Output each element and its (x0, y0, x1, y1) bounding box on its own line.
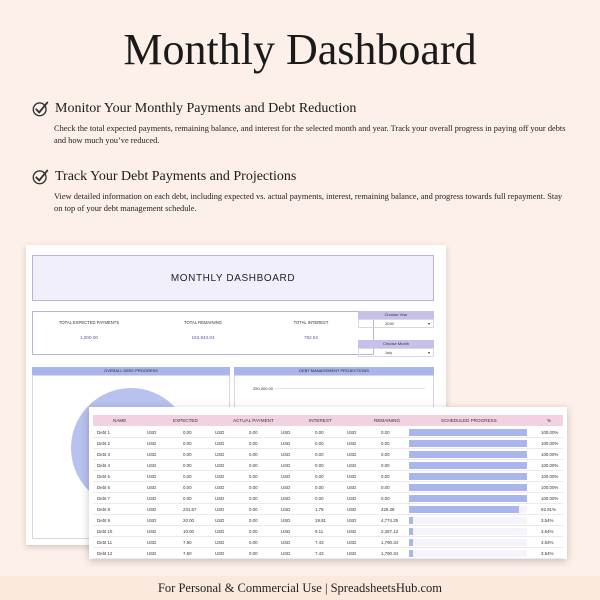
feature-monitor (32, 100, 572, 147)
cell-remaining: 0.00 (381, 474, 390, 479)
cell-cur1: USD (147, 430, 157, 435)
table-row (93, 482, 563, 493)
cell-remaining: 429.38 (381, 507, 395, 512)
progress-bar-fill (409, 539, 413, 546)
progress-bar (409, 528, 527, 535)
table-row (93, 526, 563, 537)
gridline (275, 388, 425, 389)
cell-name: Debt 10 (97, 529, 113, 534)
progress-bar (409, 473, 527, 480)
progress-bar-fill (409, 473, 527, 480)
cell-name: Debt 1 (97, 430, 110, 435)
cell-expected: 0.00 (183, 441, 192, 446)
cell-cur2: USD (215, 430, 225, 435)
cell-expected: 7.50 (183, 551, 192, 556)
cell-actual: 0.00 (249, 518, 258, 523)
cell-cur1: USD (147, 540, 157, 545)
cell-cur4: USD (347, 430, 357, 435)
cell-cur1: USD (147, 452, 157, 457)
cell-expected: 0.00 (183, 430, 192, 435)
cell-expected: 0.00 (183, 485, 192, 490)
cell-cur4: USD (347, 485, 357, 490)
cell-interest: 0.00 (315, 441, 324, 446)
cell-interest: 1.78 (315, 507, 324, 512)
feature-track (32, 168, 572, 215)
cell-pct: 100.00% (541, 452, 559, 457)
kpi-label: TOTAL EXPECTED PAYMENTS (58, 320, 120, 325)
kpi-value: 782.92 (303, 335, 319, 340)
month-picker[interactable] (358, 340, 434, 357)
progress-bar (409, 440, 527, 447)
cell-expected: 7.50 (183, 540, 192, 545)
cell-cur4: USD (347, 496, 357, 501)
cell-pct: 3.54% (541, 551, 554, 556)
cell-name: Debt 3 (97, 452, 110, 457)
kpi-expected (39, 320, 139, 340)
cell-remaining: 0.00 (381, 430, 390, 435)
cell-cur2: USD (215, 551, 225, 556)
progress-bar-fill (409, 517, 413, 524)
progress-bar-fill (409, 451, 527, 458)
cell-cur2: USD (215, 463, 225, 468)
check-circle-icon (32, 100, 49, 117)
cell-interest: 19.81 (315, 518, 326, 523)
cell-pct: 3.54% (541, 518, 554, 523)
cell-pct: 92.91% (541, 507, 556, 512)
cell-remaining: 0.00 (381, 463, 390, 468)
cell-expected: 20.00 (183, 518, 194, 523)
cell-name: Debt 5 (97, 474, 110, 479)
progress-bar-fill (409, 495, 527, 502)
check-circle-icon (32, 168, 49, 185)
cell-actual: 0.00 (249, 474, 258, 479)
col-pct: % (547, 418, 552, 423)
table-row (93, 493, 563, 504)
progress-bar-fill (409, 429, 527, 436)
cell-cur3: USD (281, 551, 291, 556)
footer: For Personal & Commercial Use | SpreadsheetsHub.com (0, 576, 600, 600)
section-projections-header: DEBT MANAGEMENT PROJECTIONS (234, 367, 434, 375)
table-row (93, 449, 563, 460)
progress-bar (409, 495, 527, 502)
cell-cur4: USD (347, 463, 357, 468)
kpi-remaining (153, 320, 253, 340)
col-name: NAME (113, 418, 127, 423)
cell-expected: 0.00 (183, 463, 192, 468)
cell-interest: 0.00 (315, 496, 324, 501)
cell-pct: 100.00% (541, 430, 559, 435)
cell-name: Debt 2 (97, 441, 110, 446)
kpi-label: TOTAL INTEREST (293, 320, 329, 325)
cell-actual: 0.00 (249, 529, 258, 534)
progress-bar-fill (409, 462, 527, 469)
feature-heading: Track Your Debt Payments and Projections (55, 168, 297, 184)
cell-cur3: USD (281, 452, 291, 457)
kpi-label: TOTAL REMAINING (184, 320, 222, 325)
feature-description: Check the total expected payments, remaining balance, and interest for the selected month and year. Track your overall progress in paying off your debts and how much you’ve reduced. (54, 124, 566, 146)
cell-cur1: USD (147, 518, 157, 523)
debt-table (89, 407, 567, 559)
cell-cur2: USD (215, 507, 225, 512)
table-row (93, 515, 563, 526)
cell-name: Debt 7 (97, 496, 110, 501)
feature-heading: Monitor Your Monthly Payments and Debt Reduction (55, 100, 357, 116)
feature-description: View detailed information on each debt, including expected vs. actual payments, interest, remaining balance, and progress towards full repayment. Stay on top of your debt management schedule. (54, 192, 563, 214)
cell-pct: 3.54% (541, 529, 554, 534)
cell-actual: 0.00 (249, 485, 258, 490)
col-interest: INTEREST (309, 418, 332, 423)
cell-cur1: USD (147, 474, 157, 479)
cell-pct: 100.00% (541, 485, 559, 490)
cell-interest: 0.00 (315, 452, 324, 457)
table-row (93, 471, 563, 482)
cell-cur1: USD (147, 496, 157, 501)
year-select[interactable]: 2040 ▾ (358, 319, 434, 328)
cell-cur2: USD (215, 529, 225, 534)
cell-actual: 0.00 (249, 452, 258, 457)
cell-cur1: USD (147, 529, 157, 534)
cell-interest: 7.43 (315, 540, 324, 545)
progress-bar (409, 484, 527, 491)
cell-cur3: USD (281, 474, 291, 479)
cell-cur4: USD (347, 452, 357, 457)
progress-bar (409, 550, 527, 557)
page-title: Monthly Dashboard (123, 25, 477, 74)
cell-pct: 100.00% (541, 441, 559, 446)
cell-interest: 0.00 (315, 430, 324, 435)
cell-cur3: USD (281, 485, 291, 490)
kpi-interest (261, 320, 361, 340)
table-body (93, 427, 563, 559)
cell-cur1: USD (147, 463, 157, 468)
table-row (93, 438, 563, 449)
col-expected: EXPECTED (173, 418, 198, 423)
cell-cur3: USD (281, 529, 291, 534)
table-row (93, 548, 563, 559)
cell-cur2: USD (215, 540, 225, 545)
cell-expected: 231.57 (183, 507, 197, 512)
cell-cur4: USD (347, 518, 357, 523)
cell-pct: 3.54% (541, 540, 554, 545)
table-row (93, 537, 563, 548)
cell-cur3: USD (281, 540, 291, 545)
cell-cur3: USD (281, 430, 291, 435)
cell-cur4: USD (347, 551, 357, 556)
progress-bar-fill (409, 506, 519, 513)
cell-expected: 0.00 (183, 452, 192, 457)
cell-cur4: USD (347, 474, 357, 479)
progress-bar (409, 539, 527, 546)
progress-bar (409, 506, 527, 513)
cell-cur3: USD (281, 518, 291, 523)
cell-name: Debt 12 (97, 551, 113, 556)
cell-cur3: USD (281, 507, 291, 512)
table-row (93, 427, 563, 438)
cell-pct: 100.00% (541, 474, 559, 479)
table-header (93, 415, 563, 426)
kpi-value: 183,843.04 (191, 335, 215, 340)
progress-bar (409, 517, 527, 524)
cell-cur4: USD (347, 441, 357, 446)
cell-actual: 0.00 (249, 463, 258, 468)
cell-name: Debt 9 (97, 518, 110, 523)
y-tick-label: 250,000.00 (253, 386, 274, 391)
section-progress-header: OVERALL DEBT PROGRESS (32, 367, 230, 375)
cell-remaining: 2,387.13 (381, 529, 399, 534)
col-remaining: REMAINING (374, 418, 401, 423)
cell-expected: 10.00 (183, 529, 194, 534)
progress-bar-fill (409, 484, 527, 491)
cell-cur1: USD (147, 485, 157, 490)
cell-interest: 0.00 (315, 485, 324, 490)
cell-interest: 9.11 (315, 529, 324, 534)
cell-actual: 0.00 (249, 540, 258, 545)
cell-name: Debt 11 (97, 540, 113, 545)
cell-cur4: USD (347, 540, 357, 545)
cell-remaining: 4,774.25 (381, 518, 399, 523)
month-select[interactable]: July ▾ (358, 348, 434, 357)
cell-actual: 0.00 (249, 441, 258, 446)
cell-cur1: USD (147, 551, 157, 556)
table-row (93, 504, 563, 515)
col-progress: SCHEDULED PROGRESS (441, 418, 497, 423)
cell-name: Debt 4 (97, 463, 110, 468)
cell-cur3: USD (281, 463, 291, 468)
cell-cur2: USD (215, 474, 225, 479)
cell-cur1: USD (147, 507, 157, 512)
cell-remaining: 0.00 (381, 441, 390, 446)
progress-bar-fill (409, 528, 413, 535)
month-picker-label: Choose Month (358, 340, 434, 348)
table-row (93, 460, 563, 471)
kpi-panel (32, 311, 374, 355)
progress-bar (409, 429, 527, 436)
cell-expected: 0.00 (183, 496, 192, 501)
cell-cur4: USD (347, 507, 357, 512)
progress-bar-fill (409, 550, 413, 557)
cell-pct: 100.00% (541, 463, 559, 468)
cell-expected: 0.00 (183, 474, 192, 479)
cell-cur2: USD (215, 452, 225, 457)
cell-remaining: 1,790.34 (381, 551, 399, 556)
cell-cur3: USD (281, 441, 291, 446)
cell-interest: 0.00 (315, 474, 324, 479)
progress-bar-fill (409, 440, 527, 447)
cell-actual: 0.00 (249, 507, 258, 512)
cell-actual: 0.00 (249, 551, 258, 556)
cell-cur4: USD (347, 529, 357, 534)
cell-remaining: 1,790.34 (381, 540, 399, 545)
progress-bar (409, 451, 527, 458)
kpi-value: 1,000.00 (80, 335, 98, 340)
year-picker[interactable] (358, 311, 434, 328)
cell-cur2: USD (215, 485, 225, 490)
cell-remaining: 0.00 (381, 496, 390, 501)
cell-pct: 100.00% (541, 496, 559, 501)
cell-cur3: USD (281, 496, 291, 501)
dashboard-banner: MONTHLY DASHBOARD (32, 255, 434, 301)
cell-name: Debt 8 (97, 507, 110, 512)
cell-remaining: 0.00 (381, 452, 390, 457)
progress-bar (409, 462, 527, 469)
cell-actual: 0.00 (249, 496, 258, 501)
cell-name: Debt 6 (97, 485, 110, 490)
cell-cur2: USD (215, 496, 225, 501)
cell-cur2: USD (215, 518, 225, 523)
cell-interest: 7.43 (315, 551, 324, 556)
year-picker-label: Choose Year (358, 311, 434, 319)
cell-cur1: USD (147, 441, 157, 446)
cell-cur2: USD (215, 441, 225, 446)
cell-interest: 0.00 (315, 463, 324, 468)
cell-actual: 0.00 (249, 430, 258, 435)
col-actual: ACTUAL PAYMENT (233, 418, 274, 423)
cell-remaining: 0.00 (381, 485, 390, 490)
